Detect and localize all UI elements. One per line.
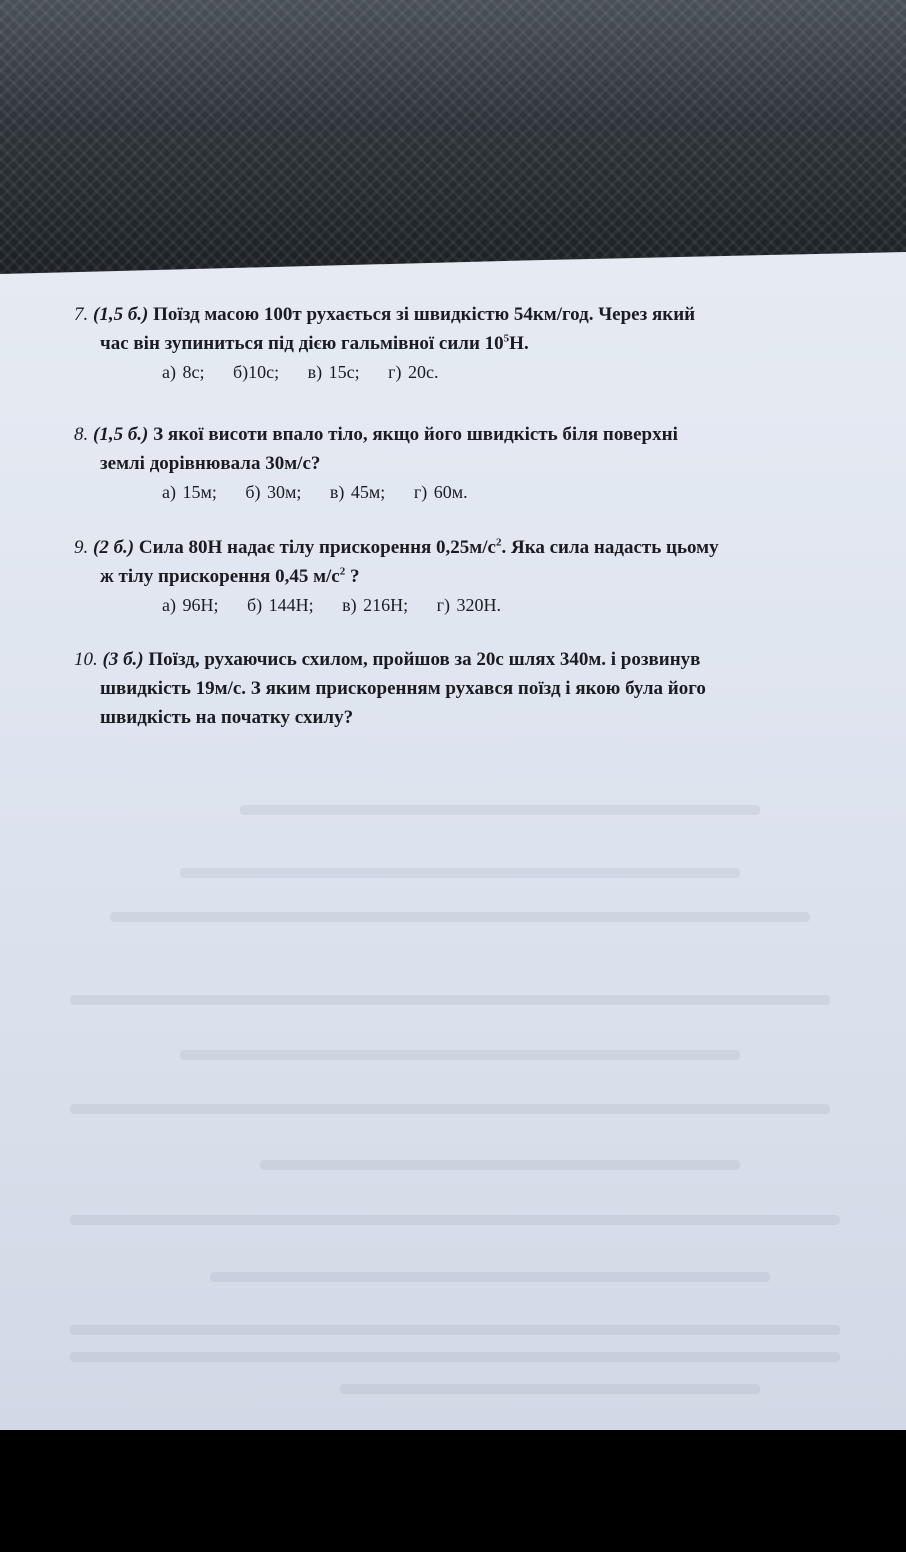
question-number: 9. [74,537,89,558]
answer-option: в) 216Н; [342,595,409,615]
bleed-through-line [110,912,810,922]
question-number: 10. [74,649,98,670]
bleed-through-line [70,1352,840,1362]
question-10 [74,645,846,732]
bleed-through-line [70,1104,830,1114]
question-8 [74,420,846,507]
answer-option: б)10с; [232,362,280,382]
bleed-through-line [340,1384,760,1394]
question-7 [74,300,846,387]
bleed-through-line [70,995,830,1005]
question-points: (2 б.) [93,537,135,558]
answer-option: в) 15с; [307,362,360,382]
question-text-line: З якої висоти впало тіло, якщо його швидкість біля поверхні [153,424,678,445]
question-points: (3 б.) [102,649,144,670]
bleed-through-line [210,1272,770,1282]
bleed-through-line [70,1215,840,1225]
question-9 [74,533,846,620]
question-points: (1,5 б.) [93,424,149,445]
answer-option: г) 60м. [413,482,468,502]
answer-options [162,591,846,620]
answer-options [162,358,846,387]
answer-option: г) 20с. [388,362,439,382]
question-text-line: час він зупиниться під дією гальмівної сили $10^5Н$. [100,332,529,354]
question-number: 7. [74,304,89,325]
question-points: (1,5 б.) [93,304,149,325]
answer-option: б) 144Н; [246,595,314,615]
answer-option: а) 96Н; [162,595,219,615]
answer-option: а) 8с; [162,362,205,382]
answer-option: а) 15м; [162,482,217,502]
question-number: 8. [74,424,89,445]
question-text-line: швидкість на початку схилу? [100,707,354,728]
answer-option: г) 320Н. [436,595,502,615]
bleed-through-line [180,1050,740,1060]
bleed-through-line [260,1160,740,1170]
question-text-line: Поїзд, рухаючись схилом, пройшов за 20с шлях 340м. і розвинув [148,649,701,670]
question-text-line: Сила 80Н надає тілу прискорення $0,25м/с^2$. Яка сила надасть цьому [138,536,719,558]
question-text-line: Поїзд масою 100т рухається зі швидкістю 54км/год. Через який [153,304,696,325]
bleed-through-line [240,805,760,815]
answer-option: б) 30м; [245,482,302,502]
background-surface [0,0,906,275]
question-text-line: землі дорівнювала 30м/с? [100,453,321,474]
answer-options [162,478,846,507]
bleed-through-line [70,1325,840,1335]
question-text-line: ж тілу прискорення 0,45 $м/с^2$ ? [100,565,360,587]
bottom-black-bar [0,1430,906,1552]
bleed-through-line [180,868,740,878]
question-text-line: швидкість 19м/с. З яким прискоренням рухався поїзд і якою була його [100,678,706,699]
answer-option: в) 45м; [329,482,386,502]
